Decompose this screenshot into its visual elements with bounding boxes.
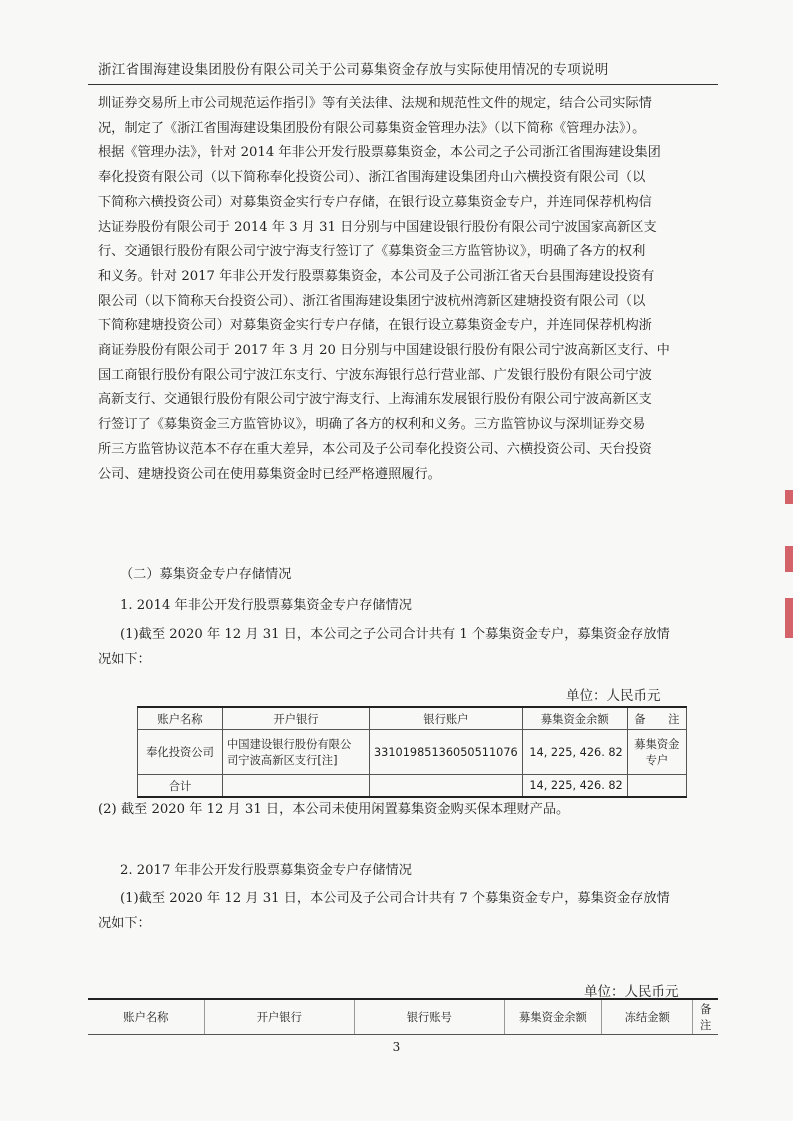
paragraph-2014 — [98, 622, 698, 672]
table-total-row — [138, 775, 687, 798]
subsection-title-2014: 1. 2014 年非公开发行股票募集资金专户存储情况 — [120, 598, 412, 613]
paragraph-line: 圳证券交易所上市公司规范运作指引》等有关法律、法规和规范性文件的规定，结合公司实际情 — [98, 96, 652, 111]
paragraph-line: 行、交通银行股份有限公司宁波宁海支行签订了《募集资金三方监管协议》，明确了各方的权利 — [98, 244, 646, 260]
paragraph-line: (1)截至 2020 年 12 月 31 日，本公司之子公司合计共有 1 个募集资金专户，募集资金存放情 — [120, 627, 670, 642]
paragraph-line: 限公司（以下简称天台投资公司）、浙江省围海建设集团宁波杭州湾新区建塘投资有限公司（以 — [98, 293, 646, 309]
paragraph-line: 根据《管理办法》，针对 2014 年非公开发行股票募集资金，本公司之子公司浙江省围海建设集团 — [98, 145, 661, 161]
col-header: 开户银行 — [223, 707, 370, 730]
paragraph-line: 况，制定了《浙江省围海建设集团股份有限公司募集资金管理办法》（以下简称《管理办法》）。 — [98, 120, 646, 136]
paragraph-line: 公司、建塘投资公司在使用募集资金时已经严格遵照履行。 — [98, 466, 441, 482]
paragraph-line: 况如下： — [98, 652, 151, 667]
paragraph-line: 商证券股份有限公司于 2017 年 3 月 20 日分别与中国建设银行股份有限公司宁波高新区支行、中 — [98, 343, 670, 359]
cell-account-no: 33101985136050511076 — [370, 730, 523, 775]
paragraph-line: 和义务。针对 2017 年非公开发行股票募集资金，本公司及子公司浙江省天台县围海建设投资有 — [98, 268, 655, 284]
col-header: 银行账号 — [354, 999, 504, 1035]
paragraph-line: 奉化投资有限公司（以下简称奉化投资公司）、浙江省围海建设集团舟山六横投资有限公司（以 — [98, 170, 646, 186]
cell-balance: 14, 225, 426. 82 — [522, 730, 627, 775]
col-header: 募集资金余额 — [522, 707, 627, 730]
cell-total-balance: 14, 225, 426. 82 — [522, 775, 627, 798]
paragraph-line: (1)截至 2020 年 12 月 31 日，本公司及子公司合计共有 7 个募集资金专户，募集资金存放情 — [120, 891, 670, 906]
paragraph-2017 — [98, 886, 698, 936]
cell-empty — [370, 775, 523, 798]
col-header: 账户名称 — [138, 707, 223, 730]
col-header: 开户银行 — [204, 999, 354, 1035]
body-paragraph — [98, 92, 698, 487]
table-2014-accounts — [137, 706, 687, 798]
table-2017-accounts — [88, 998, 723, 1035]
table-row — [138, 730, 687, 775]
cell-note: 募集资金专户 — [627, 730, 686, 775]
page-number: 3 — [392, 1040, 401, 1054]
col-header: 银行账户 — [370, 707, 523, 730]
paragraph-line: 所三方监管协议范本不存在重大差异，本公司及子公司奉化投资公司、六横投资公司、天台投资 — [98, 441, 652, 457]
cell-bank-line: 司宁波高新区支行[注] — [227, 754, 338, 767]
stamp-edge-mark — [785, 598, 793, 638]
section-title: （二）募集资金专户存储情况 — [120, 567, 292, 582]
header-rule — [88, 84, 718, 85]
note-2014: (2) 截至 2020 年 12 月 31 日，本公司未使用闲置募集资金购买保本理财产品。 — [98, 802, 570, 817]
paragraph-line: 况如下： — [98, 916, 151, 931]
paragraph-line: 下简称建塘投资公司）对募集资金实行专户存储，在银行设立募集资金专户，并连同保荐机构浙 — [98, 318, 652, 334]
cell-bank — [223, 730, 370, 775]
paragraph-line: 下简称六横投资公司）对募集资金实行专户存储，在银行设立募集资金专户，并连同保荐机构信 — [98, 194, 652, 210]
col-header: 冻结金额 — [602, 999, 693, 1035]
table-header-row — [88, 999, 718, 1035]
col-header: 募集资金余额 — [504, 999, 601, 1035]
cell-bank-line: 中国建设银行股份有限公 — [227, 738, 352, 751]
page-header-title: 浙江省围海建设集团股份有限公司关于公司募集资金存放与实际使用情况的专项说明 — [98, 62, 609, 78]
table-header-row — [138, 707, 687, 730]
unit-label: 单位：人民币元 — [566, 688, 661, 704]
col-header: 备 注 — [693, 999, 718, 1035]
paragraph-line: 高新支行、交通银行股份有限公司宁波宁海支行、上海浦东发展银行股份有限公司宁波高新区支 — [98, 392, 652, 408]
paragraph-line: 行签订了《募集资金三方监管协议》，明确了各方的权利和义务。三方监管协议与深圳证券交易 — [98, 417, 646, 433]
cell-empty — [223, 775, 370, 798]
col-header: 备 注 — [627, 707, 686, 730]
cell-empty — [627, 775, 686, 798]
cell-account-name: 奉化投资公司 — [138, 730, 223, 775]
col-header: 账户名称 — [88, 999, 204, 1035]
cell-total-label: 合计 — [138, 775, 223, 798]
paragraph-line: 达证券股份有限公司于 2014 年 3 月 31 日分别与中国建设银行股份有限公司宁波国家高新区支 — [98, 219, 657, 235]
subsection-title-2017: 2. 2017 年非公开发行股票募集资金专户存储情况 — [120, 863, 412, 878]
stamp-edge-mark — [785, 546, 793, 572]
stamp-edge-mark — [785, 490, 793, 504]
unit-label: 单位：人民币元 — [584, 984, 679, 1000]
paragraph-line: 国工商银行股份有限公司宁波江东支行、宁波东海银行总行营业部、广发银行股份有限公司宁波 — [98, 367, 652, 383]
